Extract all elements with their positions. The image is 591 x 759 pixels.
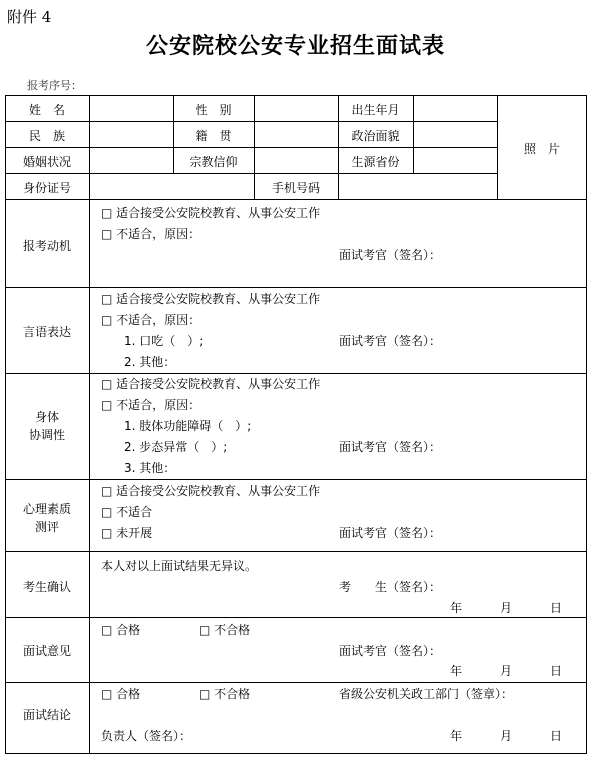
- department-seal: 省级公安机关政工部门（签章）：: [339, 687, 514, 701]
- coordination-option-unsuitable[interactable]: □ 不适合，原因：: [101, 398, 201, 412]
- speech-reason-other: 2. 其他：: [124, 355, 176, 369]
- opinion-fail-option[interactable]: □ 不合格: [199, 623, 251, 637]
- conclusion-pass-option[interactable]: □ 合格: [101, 687, 141, 701]
- origin-province-label: 生源省份: [351, 155, 400, 169]
- political-status-label: 政治面貌: [351, 129, 400, 143]
- coordination-label-line2: 协调性: [28, 428, 65, 442]
- coordination-option-suitable[interactable]: □ 适合接受公安院校教育、从事公安工作: [101, 377, 321, 391]
- id-number-label: 身份证号: [22, 181, 71, 195]
- confirm-label: 考生确认: [22, 580, 71, 594]
- serial-number-label: 报考序号：: [27, 79, 82, 92]
- attachment-label: 附件 4: [7, 8, 52, 26]
- conclusion-day: 日: [550, 729, 563, 743]
- coordination-reason-limb: 1. 肢体功能障碍（ ）;: [124, 419, 252, 433]
- conclusion-label: 面试结论: [22, 708, 71, 722]
- photo-label: 照 片: [523, 142, 560, 156]
- conclusion-month: 月: [500, 729, 513, 743]
- psych-option-suitable[interactable]: □ 适合接受公安院校教育、从事公安工作: [101, 484, 321, 498]
- speech-option-suitable[interactable]: □ 适合接受公安院校教育、从事公安工作: [101, 292, 321, 306]
- row-divider: [5, 199, 587, 200]
- opinion-pass-option[interactable]: □ 合格: [101, 623, 141, 637]
- column-divider: [413, 95, 414, 173]
- column-divider: [254, 95, 255, 173]
- opinion-day: 日: [550, 664, 563, 678]
- native-place-label: 籍 贯: [195, 129, 232, 143]
- phone-label: 手机号码: [271, 181, 320, 195]
- motive-option-unsuitable[interactable]: □ 不适合，原因：: [101, 227, 201, 241]
- coordination-examiner-sign: 面试考官（签名）：: [339, 440, 442, 454]
- speech-option-unsuitable[interactable]: □ 不适合，原因：: [101, 313, 201, 327]
- motive-option-suitable[interactable]: □ 适合接受公安院校教育、从事公安工作: [101, 206, 321, 220]
- birth-label: 出生年月: [351, 103, 400, 117]
- leader-sign: 负责人（签名）：: [101, 729, 192, 743]
- row-divider: [5, 121, 497, 122]
- opinion-year: 年: [450, 664, 463, 678]
- conclusion-fail-option[interactable]: □ 不合格: [199, 687, 251, 701]
- row-divider: [5, 551, 587, 552]
- row-divider: [5, 147, 497, 148]
- speech-reason-stutter: 1. 口吃（ ）;: [124, 334, 204, 348]
- speech-label: 言语表达: [22, 325, 71, 339]
- name-label: 姓 名: [28, 103, 65, 117]
- marital-status-label: 婚姻状况: [22, 155, 71, 169]
- psych-label-line1: 心理素质: [22, 502, 71, 516]
- row-divider: [5, 682, 587, 683]
- confirm-month: 月: [500, 601, 513, 615]
- gender-label: 性 别: [195, 103, 232, 117]
- psych-option-not-conducted[interactable]: □ 未开展: [101, 526, 153, 540]
- speech-examiner-sign: 面试考官（签名）：: [339, 334, 442, 348]
- opinion-month: 月: [500, 664, 513, 678]
- conclusion-year: 年: [450, 729, 463, 743]
- opinion-label: 面试意见: [22, 644, 71, 658]
- row-divider: [5, 173, 497, 174]
- psych-option-unsuitable[interactable]: □ 不适合: [101, 505, 153, 519]
- psych-label-line2: 测评: [34, 520, 59, 534]
- psych-examiner-sign: 面试考官（签名）：: [339, 526, 442, 540]
- coordination-reason-other: 3. 其他：: [124, 461, 176, 475]
- confirm-statement: 本人对以上面试结果无异议。: [101, 559, 258, 573]
- religion-label: 宗教信仰: [189, 155, 238, 169]
- row-divider: [5, 373, 587, 374]
- row-divider: [5, 287, 587, 288]
- page-title: 公安院校公安专业招生面试表: [145, 33, 445, 59]
- motive-examiner-sign: 面试考官（签名）：: [339, 248, 442, 262]
- row-divider: [5, 617, 587, 618]
- column-divider: [89, 95, 90, 754]
- confirm-year: 年: [450, 601, 463, 615]
- opinion-examiner-sign: 面试考官（签名）：: [339, 644, 442, 658]
- coordination-reason-gait: 2. 步态异常（ ）;: [124, 440, 228, 454]
- motive-label: 报考动机: [22, 239, 71, 253]
- ethnicity-label: 民 族: [28, 129, 65, 143]
- row-divider: [5, 479, 587, 480]
- candidate-sign: 考 生（签名）：: [339, 580, 442, 594]
- confirm-day: 日: [550, 601, 563, 615]
- coordination-label-line1: 身体: [34, 410, 59, 424]
